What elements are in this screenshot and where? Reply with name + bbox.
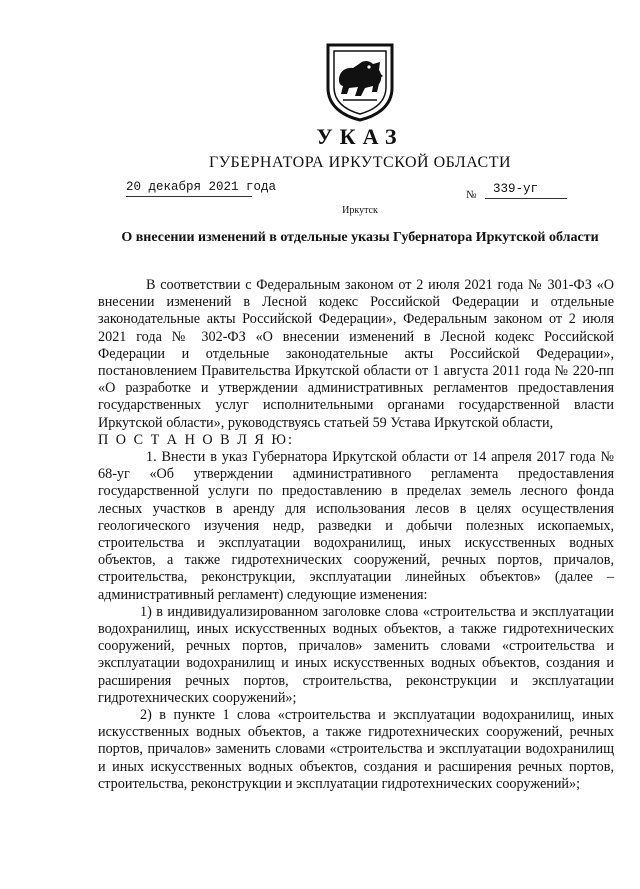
city-label: Иркутск — [342, 205, 378, 216]
subitem-1-paragraph: 1) в индивидуализированном заголовке слова «строительства и эксплуатации водохранилищ, иных искусственных водных объектов, а также гидротехнических сооружений, речных портов, причалов» заменить словами «строительства и эксплуатации водохранилищ и иных искусственных водных объектов, создания и расширения речных портов, строительства, реконструкции и эксплуатации гидротехнических сооружений»; — [98, 603, 614, 706]
issuer-title: ГУБЕРНАТОРА ИРКУТСКОЙ ОБЛАСТИ — [208, 154, 512, 171]
date-underline — [126, 196, 252, 197]
coat-of-arms-icon — [325, 42, 395, 122]
document-date: 20 декабря 2021 года — [126, 180, 277, 194]
document-type-title: УКАЗ — [316, 124, 404, 149]
number-underline — [485, 198, 567, 199]
document-subject: О внесении изменений в отдельные указы Губернатора Иркутской области — [121, 230, 599, 245]
decree-word: П О С Т А Н О В Л Я Ю: — [98, 431, 294, 448]
preamble-paragraph: В соответствии с Федеральным законом от 2 июля 2021 года № 301-ФЗ «О внесении изменений в Лесной кодекс Российской Федерации и отдельные законодательные акты Российской Федерации», Федеральным законом от 2 июля 2021 года № 302-ФЗ «О внесении изменений в Лесной кодекс Российской Федерации и отдельные законодательные акты Российской Федерации», постановлением Правительства Иркутской области от 1 августа 2011 года № 220-пп «О разработке и утверждении административных регламентов предоставления государственных услуг исполнительными органами государственной власти Иркутской области», руководствуясь статьей 59 Устава Иркутской области, — [98, 277, 614, 431]
item-1-paragraph: 1. Внести в указ Губернатора Иркутской области от 14 апреля 2017 года № 68-уг «Об утверждении административного регламента предоставления государственной услуги по предоставлению в пределах земель лесного фонда лесных участков в аренду для использования лесов в целях осуществления геологического изучения недр, разведки и добычи полезных ископаемых, строительства и эксплуатации водохранилищ, иных искусственных водных объектов, а также гидротехнических сооружений, речных портов, причалов, строительства, реконструкции, эксплуатации линейных объектов» (далее – административный регламент) следующие изменения: — [98, 449, 614, 603]
number-label: № — [466, 189, 477, 201]
document-body — [98, 277, 614, 793]
subitem-2-paragraph: 2) в пункте 1 слова «строительства и эксплуатации водохранилищ, иных искусственных водных объектов, а также гидротехнических сооружений, речных портов, причалов» заменить словами «строительства и эксплуатации водохранилищ и иных искусственных водных объектов, создания и расширения речных портов, строительства, реконструкции и эксплуатации гидротехнических сооружений»; — [98, 707, 614, 792]
document-number: 339-уг — [493, 182, 539, 196]
